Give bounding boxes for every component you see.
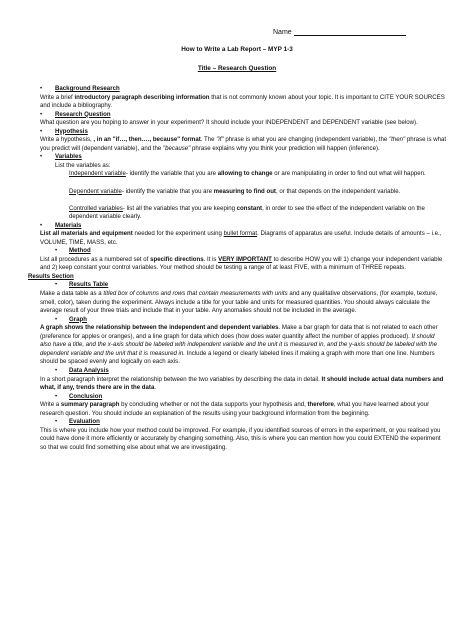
text-bold: introductory paragraph describing information <box>74 93 210 101</box>
bullet-icon: • <box>40 127 43 135</box>
text: Make a data table as a <box>40 290 104 298</box>
text: In a short paragraph interpret the relationship between the two variables by describing the data in detail. <box>40 375 322 383</box>
term: Independent variable <box>69 170 126 178</box>
bullet-icon: • <box>55 366 58 374</box>
heading-text: Materials <box>55 221 82 229</box>
text-bold: allowing to change <box>217 170 273 178</box>
text: Write a brief <box>40 93 75 101</box>
heading-text: Graph <box>69 315 87 323</box>
text: Write a hypothesis, <box>40 136 94 144</box>
text: - list all the variables that you are keeping <box>122 204 237 212</box>
text: - identify the variable that you are <box>121 187 214 195</box>
text-bold: therefore <box>307 401 334 409</box>
name-blank-line <box>294 28 406 36</box>
term: Controlled variables <box>69 204 123 212</box>
data-analysis-paragraph <box>40 376 447 393</box>
text-bold: , in an "if…, then…., because" format <box>93 136 201 144</box>
text: . The <box>200 136 217 144</box>
text: . Diagrams of apparatus are useful. Include details of amounts – i.e., VOLUME, TIME, MASS, etc. <box>40 230 442 246</box>
document-subtitle: Title – Research Question <box>197 65 277 72</box>
heading-text: Results Table <box>69 281 109 289</box>
heading-variables <box>40 153 447 162</box>
text: phrase explains why you think your prediction will happen (inference). <box>190 144 380 152</box>
dependent-variable-definition <box>40 188 447 197</box>
evaluation-paragraph: This is where you include how your method could be improved. For example, if you identified sources of errors in the experiment, or you realised you could have done it more efficiently or accurately by changing something. Also, this is where you can mention how you could EXTEND the experiment so that we could find something else about what we are investigating. <box>40 426 441 451</box>
text-italic: "if" <box>216 136 224 144</box>
text-bold: A graph shows the relationship between the independent and dependent variables <box>40 324 279 332</box>
text: . <box>154 384 157 392</box>
text: Write a <box>40 401 61 409</box>
heading-text: Research Question <box>55 110 111 118</box>
text-bold: measuring to find out <box>213 187 276 195</box>
name-label: Name <box>273 29 292 36</box>
bullet-icon: • <box>55 392 58 400</box>
hypothesis-paragraph <box>40 136 447 153</box>
bullet-icon: • <box>55 315 58 323</box>
heading-text: Variables <box>55 153 82 161</box>
text-italic: titled box of columns and rows that contain measurements with units <box>103 290 288 298</box>
document-body <box>28 85 447 452</box>
heading-text: Conclusion <box>69 392 103 400</box>
heading-method <box>40 247 447 256</box>
variables-intro: List the variables as: <box>55 161 111 169</box>
method-paragraph <box>40 256 447 273</box>
text: , or that depends on the independent variable. <box>275 187 401 195</box>
heading-hypothesis <box>40 128 447 137</box>
text-bold: List all materials and equipment <box>40 230 133 238</box>
text: Include a legend or clearly labeled lines if making a graph with more than one line. Numbers should be spaced evenly and logically on each axis. <box>40 349 435 366</box>
heading-background-research <box>40 85 447 94</box>
heading-conclusion <box>40 393 447 402</box>
text: phrase is what you predict will (dependent variable), and the <box>40 136 447 152</box>
bullet-icon: • <box>55 281 58 289</box>
text: , in order to see the effect of the independent variable on the dependent variable clearly. <box>69 204 425 221</box>
bullet-icon: • <box>40 153 43 161</box>
heading-evaluation <box>40 418 447 427</box>
heading-results-table <box>40 281 447 290</box>
independent-variable-definition <box>40 170 447 179</box>
heading-text: Background Research <box>55 85 120 92</box>
bullet-icon: • <box>55 418 58 426</box>
text-underline: bullet format <box>223 230 258 238</box>
text: . It is <box>203 255 219 263</box>
text-bold: specific directions <box>150 255 204 263</box>
text-bold: It should include actual data numbers and what, if any, trends there are in the data <box>40 375 444 392</box>
text-italic: "then" <box>388 136 406 144</box>
materials-paragraph <box>40 230 447 247</box>
text-bold-underline: VERY IMPORTANT <box>218 255 272 263</box>
text-bold: constant <box>236 204 263 212</box>
heading-data-analysis <box>40 367 447 376</box>
text: , what you have learned about your research question. You should include an explanation of the results using your background information from the beginning. <box>40 401 430 417</box>
text: and any qualitative observations, (for example, texture, smell, color), taken during the experiment. Always include a title for your table and units for measured quantities. You should always calculate the average result of your three trials and include that in your table. Any anomalies should not be included in the average. <box>40 290 438 315</box>
text-italic: "because" <box>162 144 191 152</box>
text: that is not commonly known about your topic. It is important to CITE YOUR SOURCES and include a bibliography. <box>40 93 445 110</box>
text-bold: summary paragraph <box>60 401 120 409</box>
research-question-paragraph: What question are you hoping to answer in your experiment? It should include your INDEPENDENT and DEPENDENT variable (see below). <box>40 119 418 127</box>
heading-text: Data Analysis <box>69 366 109 374</box>
text: - identify the variable that you are <box>125 170 218 178</box>
heading-text: Evaluation <box>69 418 100 426</box>
bullet-icon: • <box>55 247 58 255</box>
bullet-icon: • <box>40 221 43 229</box>
controlled-variables-definition <box>40 205 447 222</box>
text: . Make a bar graph for data that is not related to each other (preference for apples or oranges), and a line graph for data which does (how does water quantity affect the number of apples produced). <box>40 324 438 340</box>
text: needed for the experiment using <box>132 230 224 238</box>
heading-text: Method <box>69 247 91 255</box>
background-paragraph <box>40 94 447 111</box>
heading-graph <box>40 316 447 325</box>
graph-paragraph <box>40 324 447 367</box>
term: Dependent variable <box>69 187 122 195</box>
results-table-paragraph <box>40 290 447 316</box>
document-title: How to Write a Lab Report – MYP 1-3 <box>181 46 293 53</box>
text: or are manipulating in order to find out what will happen. <box>272 170 426 178</box>
text: to describe HOW you will 1) change your independent variable and 2) keep constant your control variables. Your method should be testing a range of at least FIVE, with a minimum of THREE repeats. <box>40 255 443 272</box>
text-italic: It should also have a title, and the x-axis should be labeled with independent variable and the unit it is measured in, and the y-axis should be labeled with the dependent variable and the unit that it is measured in. <box>40 332 438 357</box>
name-field <box>273 28 406 36</box>
text: by concluding whether or not the data supports your hypothesis and, <box>119 401 308 409</box>
heading-text: Hypothesis <box>55 127 88 135</box>
heading-materials <box>40 222 447 231</box>
bullet-icon: • <box>40 110 43 118</box>
heading-research-question <box>40 111 447 120</box>
conclusion-paragraph <box>40 401 447 418</box>
heading-results-section: Results Section <box>28 272 74 280</box>
bullet-icon: • <box>40 85 43 92</box>
text: List all procedures as a numbered set of <box>40 255 151 263</box>
text: phrase is what you are changing (independent variable), the <box>223 136 389 144</box>
